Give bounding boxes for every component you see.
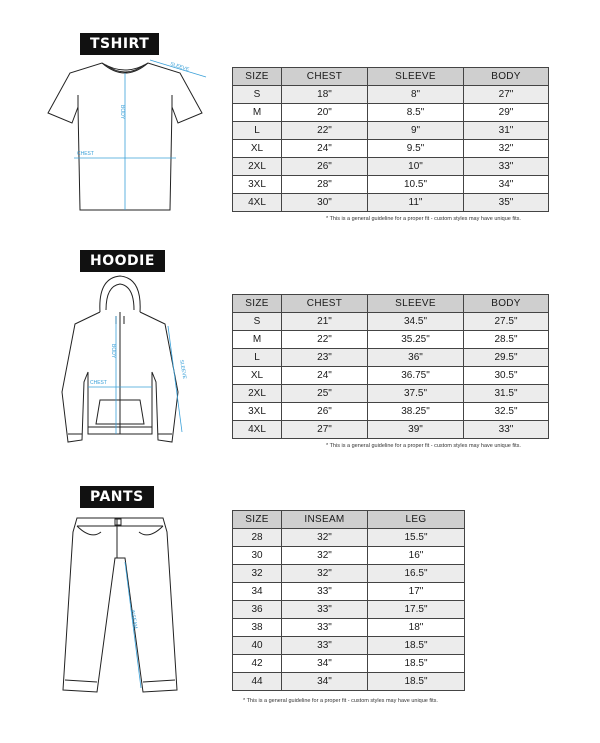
cell: 38.25" <box>368 403 464 421</box>
col-header-sleeve: SLEEVE <box>368 68 464 86</box>
cell: 31.5" <box>464 385 549 403</box>
cell: 28 <box>233 529 282 547</box>
cell: 20" <box>282 104 368 122</box>
cell: 36" <box>368 349 464 367</box>
cell: 4XL <box>233 194 282 212</box>
hoodie-size-table <box>232 294 549 439</box>
cell: 33" <box>464 158 549 176</box>
hoodie-illustration <box>40 272 210 452</box>
hoodie-fit-note: * This is a general guideline for a proper fit - custom styles may have unique fits. <box>326 443 521 449</box>
table-row <box>233 385 549 403</box>
hoodie-sleeve-label: SLEEVE <box>178 359 188 380</box>
cell: 2XL <box>233 158 282 176</box>
pants-inseam-label: INSEAM <box>129 609 139 630</box>
cell: 15.5" <box>368 529 465 547</box>
table-row <box>233 313 549 331</box>
cell: 33" <box>282 637 368 655</box>
table-row <box>233 565 465 583</box>
cell: 9.5" <box>368 140 464 158</box>
cell: M <box>233 104 282 122</box>
cell: 32 <box>233 565 282 583</box>
cell: 30 <box>233 547 282 565</box>
cell: 17.5" <box>368 601 465 619</box>
table-row <box>233 655 465 673</box>
table-row <box>233 529 465 547</box>
cell: 16" <box>368 547 465 565</box>
cell: 32" <box>464 140 549 158</box>
cell: 33" <box>282 619 368 637</box>
tshirt-chest-label: CHEST <box>77 151 94 157</box>
cell: 44 <box>233 673 282 691</box>
table-header-row <box>233 295 549 313</box>
cell: 9" <box>368 122 464 140</box>
cell: 18" <box>368 619 465 637</box>
cell: 36 <box>233 601 282 619</box>
cell: 2XL <box>233 385 282 403</box>
cell: 39" <box>368 421 464 439</box>
col-header-chest: CHEST <box>282 68 368 86</box>
table-row <box>233 86 549 104</box>
table-header-row <box>233 511 465 529</box>
cell: 18.5" <box>368 673 465 691</box>
col-header-chest: CHEST <box>282 295 368 313</box>
cell: 25" <box>282 385 368 403</box>
table-row <box>233 673 465 691</box>
cell: 24" <box>282 367 368 385</box>
table-row <box>233 583 465 601</box>
cell: 22" <box>282 122 368 140</box>
cell: 32" <box>282 565 368 583</box>
pants-size-table <box>232 510 465 691</box>
cell: 27" <box>464 86 549 104</box>
cell: M <box>233 331 282 349</box>
tshirt-fit-note: * This is a general guideline for a proper fit - custom styles may have unique fits. <box>326 216 521 222</box>
cell: 32.5" <box>464 403 549 421</box>
col-header-size: SIZE <box>233 68 282 86</box>
cell: 35" <box>464 194 549 212</box>
col-header-size: SIZE <box>233 511 282 529</box>
cell: 26" <box>282 158 368 176</box>
col-header-body: BODY <box>464 295 549 313</box>
cell: 23" <box>282 349 368 367</box>
cell: 30" <box>282 194 368 212</box>
tshirt-body-label: BODY <box>119 105 125 120</box>
cell: 18" <box>282 86 368 104</box>
cell: 34.5" <box>368 313 464 331</box>
cell: 3XL <box>233 403 282 421</box>
cell: 27" <box>282 421 368 439</box>
cell: 28.5" <box>464 331 549 349</box>
cell: 10" <box>368 158 464 176</box>
cell: 18.5" <box>368 655 465 673</box>
cell: 26" <box>282 403 368 421</box>
cell: 28" <box>282 176 368 194</box>
pants-fit-note: * This is a general guideline for a proper fit - custom styles may have unique fits. <box>243 698 438 704</box>
pants-illustration <box>55 512 185 700</box>
table-row <box>233 331 549 349</box>
cell: 34" <box>282 673 368 691</box>
cell: S <box>233 313 282 331</box>
table-row <box>233 104 549 122</box>
cell: 10.5" <box>368 176 464 194</box>
table-row <box>233 194 549 212</box>
cell: 18.5" <box>368 637 465 655</box>
tshirt-sleeve-label: SLEEVE <box>169 61 190 73</box>
table-row <box>233 122 549 140</box>
table-row <box>233 140 549 158</box>
col-header-body: BODY <box>464 68 549 86</box>
cell: 16.5" <box>368 565 465 583</box>
table-row <box>233 349 549 367</box>
cell: 32" <box>282 529 368 547</box>
cell: 40 <box>233 637 282 655</box>
table-row <box>233 547 465 565</box>
col-header-inseam: INSEAM <box>282 511 368 529</box>
col-header-leg: LEG <box>368 511 465 529</box>
cell: 42 <box>233 655 282 673</box>
cell: 32" <box>282 547 368 565</box>
table-header-row <box>233 68 549 86</box>
table-row <box>233 176 549 194</box>
cell: 8" <box>368 86 464 104</box>
table-row <box>233 158 549 176</box>
cell: L <box>233 349 282 367</box>
tshirt-title: TSHIRT <box>80 33 159 55</box>
table-row <box>233 619 465 637</box>
cell: L <box>233 122 282 140</box>
table-row <box>233 637 465 655</box>
cell: 33" <box>282 583 368 601</box>
cell: XL <box>233 140 282 158</box>
cell: 8.5" <box>368 104 464 122</box>
cell: S <box>233 86 282 104</box>
table-row <box>233 367 549 385</box>
cell: 37.5" <box>368 385 464 403</box>
hoodie-title: HOODIE <box>80 250 165 272</box>
cell: 21" <box>282 313 368 331</box>
cell: XL <box>233 367 282 385</box>
table-row <box>233 403 549 421</box>
cell: 33" <box>282 601 368 619</box>
hoodie-chest-label: CHEST <box>90 380 107 386</box>
pants-title: PANTS <box>80 486 154 508</box>
table-row <box>233 601 465 619</box>
cell: 31" <box>464 122 549 140</box>
cell: 22" <box>282 331 368 349</box>
cell: 24" <box>282 140 368 158</box>
cell: 17" <box>368 583 465 601</box>
cell: 34 <box>233 583 282 601</box>
cell: 38 <box>233 619 282 637</box>
table-row <box>233 421 549 439</box>
cell: 36.75" <box>368 367 464 385</box>
col-header-sleeve: SLEEVE <box>368 295 464 313</box>
cell: 3XL <box>233 176 282 194</box>
cell: 34" <box>464 176 549 194</box>
cell: 33" <box>464 421 549 439</box>
cell: 30.5" <box>464 367 549 385</box>
tshirt-illustration <box>30 55 220 220</box>
cell: 11" <box>368 194 464 212</box>
hoodie-body-label: BODY <box>110 344 116 359</box>
cell: 29.5" <box>464 349 549 367</box>
col-header-size: SIZE <box>233 295 282 313</box>
cell: 4XL <box>233 421 282 439</box>
cell: 34" <box>282 655 368 673</box>
cell: 27.5" <box>464 313 549 331</box>
cell: 29" <box>464 104 549 122</box>
cell: 35.25" <box>368 331 464 349</box>
tshirt-size-table <box>232 67 549 212</box>
